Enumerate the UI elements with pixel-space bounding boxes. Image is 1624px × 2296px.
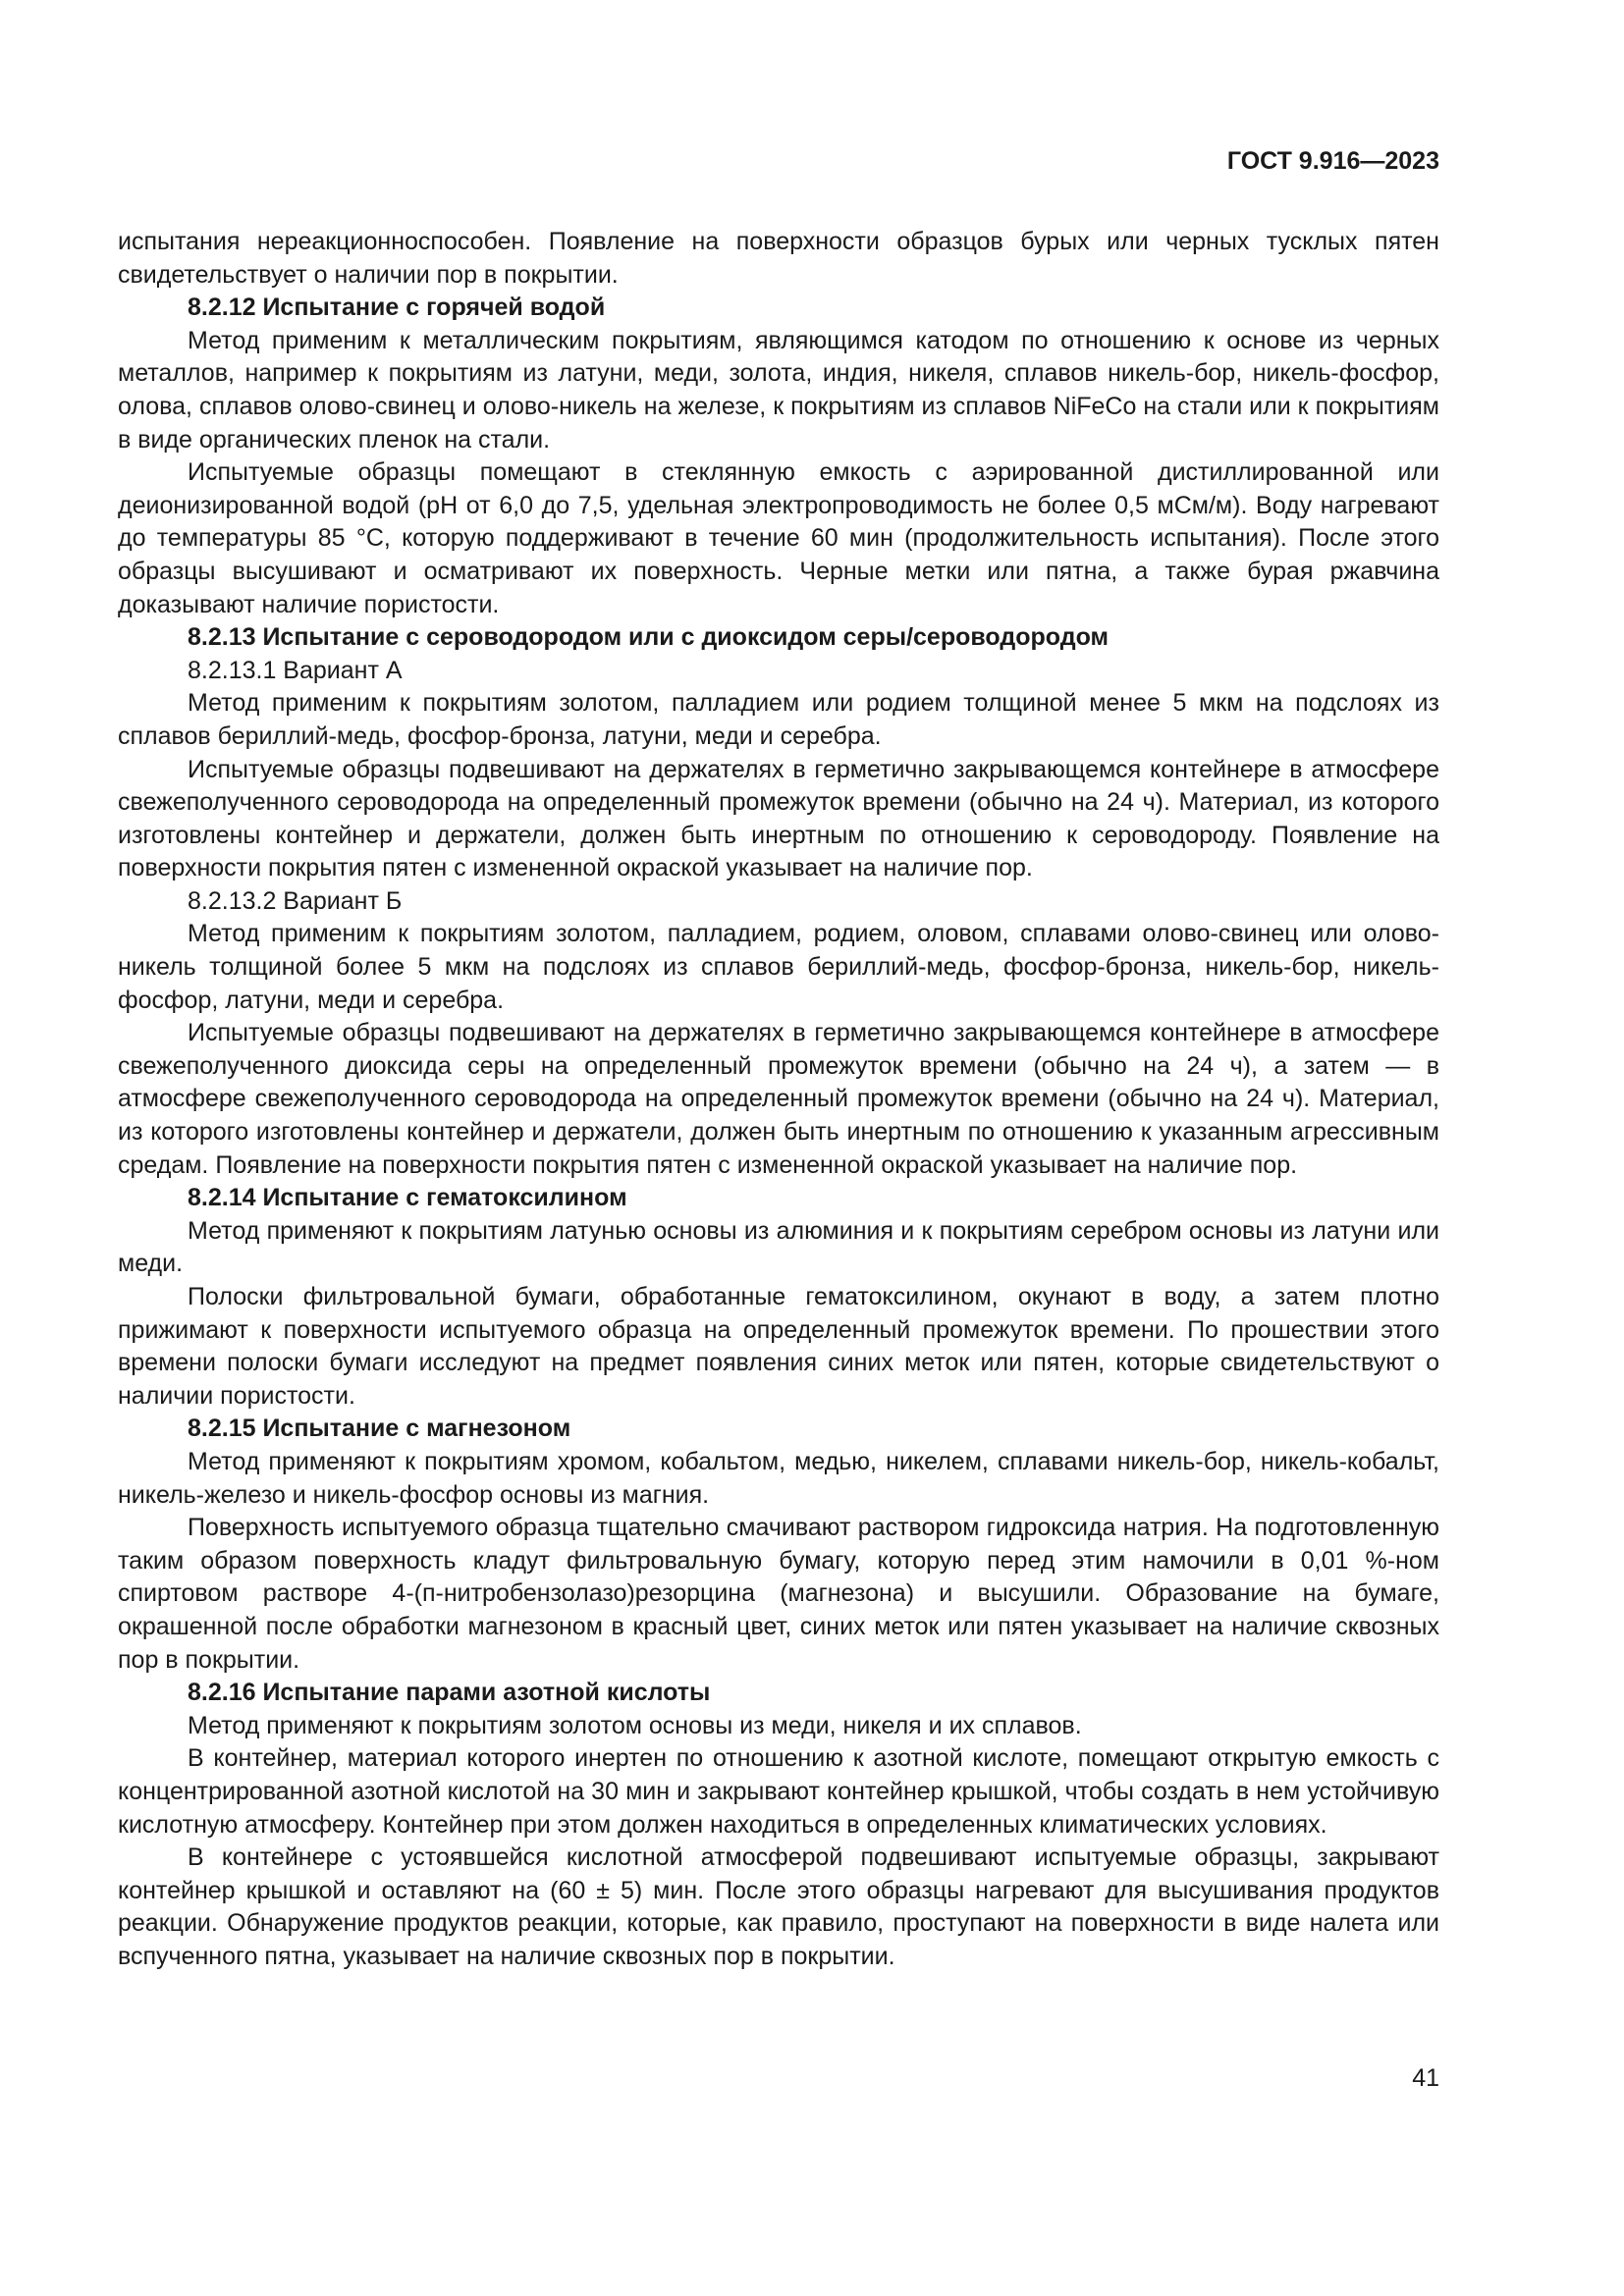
- document-body: [118, 226, 1439, 1973]
- paragraph: Испытуемые образцы помещают в стеклянную емкость с аэрированной дистиллированной или деионизированной водой (pH от 6,0 до 7,5, удельная электропроводимость не более 0,5 мСм/м). Воду нагревают до температуры 85 °С, которую поддерживают в течение 60 мин (продолжительность испытания). После этого образцы высушивают и осматривают их поверхность. Черные метки или пятна, а также бурая ржавчина доказывают наличие пористости.: [118, 458, 1439, 618]
- section-heading-8-2-13: 8.2.13 Испытание с сероводородом или с диоксидом серы/сероводородом: [188, 623, 1110, 652]
- document-page: [118, 147, 1439, 2160]
- paragraph: Поверхность испытуемого образца тщательно смачивают раствором гидроксида натрия. На подготовленную таким образом поверхность кладут фильтровальную бумагу, которую перед этим намочили в 0,01 %-ном спиртовом растворе 4-(п-нитробензолазо)резорцина (магнезона) и высушили. Образование на бумаге, окрашенной после обработки магнезоном в красный цвет, синих меток или пятен указывает на наличие сквозных пор в покрытии.: [118, 1514, 1439, 1674]
- section-heading-8-2-15: 8.2.15 Испытание с магнезоном: [188, 1415, 571, 1443]
- paragraph-continuation: испытания нереакционноспособен. Появление на поверхности образцов бурых или черных тусклых пятен свидетельствует о наличии пор в покрытии.: [118, 228, 1439, 289]
- subsection-heading-8-2-13-2: 8.2.13.2 Вариант Б: [188, 886, 403, 915]
- paragraph: Метод применим к металлическим покрытиям, являющимся катодом по отношению к основе из черных металлов, например к покрытиям из латуни, меди, золота, индия, никеля, сплавов никель-бор, никель-фосфор, олова, сплавов олово-свинец и олово-никель на железе, к покрытиям из сплавов NiFeCo на стали или к покрытиям в виде органических пленок на стали.: [118, 326, 1439, 454]
- page-number: 41: [1412, 2064, 1439, 2092]
- paragraph: Метод применяют к покрытиям золотом основы из меди, никеля и их сплавов.: [188, 1711, 1082, 1739]
- paragraph: Полоски фильтровальной бумаги, обработанные гематоксилином, окунают в воду, а затем плотно прижимают к поверхности испытуемого образца на определенный промежуток времени. По прошествии этого времени полоски бумаги исследуют на предмет появления синих меток или пятен, которые свидетельствуют о наличии пористости.: [118, 1283, 1439, 1410]
- paragraph: Метод применим к покрытиям золотом, палладием или родием толщиной менее 5 мкм на подслоях из сплавов бериллий-медь, фосфор-бронза, латуни, меди и серебра.: [118, 689, 1439, 750]
- paragraph: В контейнер, материал которого инертен по отношению к азотной кислоте, помещают открытую емкость с концентрированной азотной кислотой на 30 мин и закрывают контейнер крышкой, чтобы создать в нем устойчивую кислотную атмосферу. Контейнер при этом должен находиться в определенных климатических условиях.: [118, 1744, 1439, 1839]
- section-heading-8-2-16: 8.2.16 Испытание парами азотной кислоты: [188, 1679, 711, 1707]
- paragraph: В контейнере с устоявшейся кислотной атмосферой подвешивают испытуемые образцы, закрывают контейнер крышкой и оставляют на (60 ± 5) мин. После этого образцы нагревают для высушивания продуктов реакции. Обнаружение продуктов реакции, которые, как правило, проступают на поверхности в виде налета или вспученного пятна, указывает на наличие сквозных пор в покрытии.: [118, 1843, 1439, 1970]
- subsection-heading-8-2-13-1: 8.2.13.1 Вариант А: [188, 656, 403, 684]
- paragraph: Метод применяют к покрытиям хромом, кобальтом, медью, никелем, сплавами никель-бор, никель-кобальт, никель-железо и никель-фосфор основы из магния.: [118, 1447, 1439, 1509]
- paragraph: Метод применим к покрытиям золотом, палладием, родием, оловом, сплавами олово-свинец или олово-никель толщиной более 5 мкм на подслоях из сплавов бериллий-медь, фосфор-бронза, никель-бор, никель-фосфор, латуни, меди и серебра.: [118, 920, 1439, 1014]
- section-heading-8-2-14: 8.2.14 Испытание с гематоксилином: [188, 1184, 627, 1212]
- document-header: ГОСТ 9.916—2023: [1226, 147, 1439, 175]
- paragraph: Метод применяют к покрытиям латунью основы из алюминия и к покрытиям серебром основы из латуни или меди.: [118, 1216, 1439, 1278]
- paragraph: Испытуемые образцы подвешивают на держателях в герметично закрывающемся контейнере в атмосфере свежеполученного диоксида серы на определенный промежуток времени (обычно на 24 ч), а затем — в атмосфере свежеполученного сероводорода на определенный промежуток времени (обычно на 24 ч). Материал, из которого изготовлены контейнер и держатели, должен быть инертным по отношению к указанным агрессивным средам. Появление на поверхности покрытия пятен с измененной окраской указывает на наличие пор.: [118, 1019, 1439, 1179]
- section-heading-8-2-12: 8.2.12 Испытание с горячей водой: [188, 294, 606, 322]
- paragraph: Испытуемые образцы подвешивают на держателях в герметично закрывающемся контейнере в атмосфере свежеполученного сероводорода на определенный промежуток времени (обычно на 24 ч). Материал, из которого изготовлены контейнер и держатели, должен быть инертным по отношению к сероводороду. Появление на поверхности покрытия пятен с измененной окраской указывает на наличие пор.: [118, 755, 1439, 882]
